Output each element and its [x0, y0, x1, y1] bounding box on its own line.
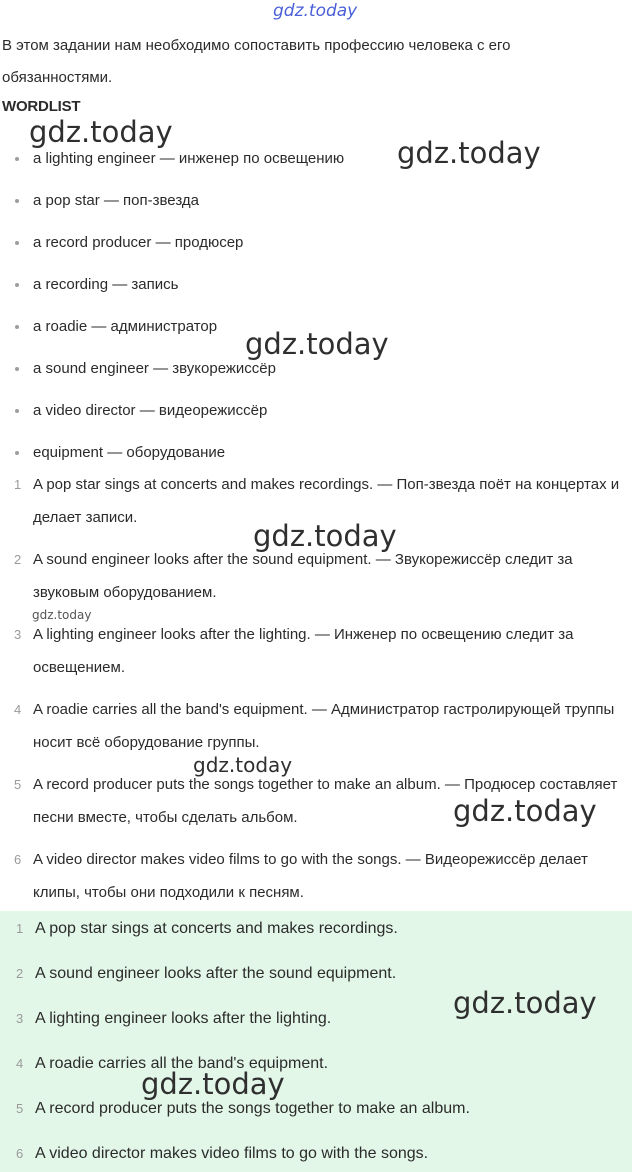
item-number: 4: [16, 1056, 24, 1071]
wordlist-item: a sound engineer — звукорежиссёр: [0, 350, 344, 392]
wordlist-item: a roadie — администратор: [0, 308, 344, 350]
wordlist-item: a video director — видеорежиссёр: [0, 392, 344, 434]
bullet-icon: [15, 325, 19, 329]
item-number: 2: [14, 552, 22, 567]
answer-item: 2 A sound engineer looks after the sound equipment.: [0, 958, 632, 1003]
watermark-top: gdz.today: [273, 1, 358, 21]
wordlist-heading: WORDLIST: [2, 98, 81, 115]
bullet-icon: [15, 241, 19, 245]
translation-item: 5 A record producer puts the songs together to make an album. — Продюсер составляет песни вместе, чтобы сделать альбом.: [0, 768, 632, 843]
watermark: gdz.today: [32, 608, 92, 622]
watermark: gdz.today: [193, 753, 293, 777]
item-number: 4: [14, 702, 22, 717]
answer-item: 3 A lighting engineer looks after the lighting.: [0, 1003, 632, 1048]
answer-item: 5 A record producer puts the songs together to make an album.: [0, 1093, 632, 1138]
item-number: 3: [14, 627, 22, 642]
wordlist: [0, 140, 344, 476]
wordlist-item: a lighting engineer — инженер по освещению: [0, 140, 344, 182]
translation-item: 3 A lighting engineer looks after the lighting. — Инженер по освещению следит за освещением.: [0, 618, 632, 693]
bullet-icon: [15, 409, 19, 413]
translation-item: 4 A roadie carries all the band's equipment. — Администратор гастролирующей труппы носит всё оборудование группы.: [0, 693, 632, 768]
watermark: gdz.today: [245, 327, 389, 361]
item-number: 5: [16, 1101, 24, 1116]
wordlist-item: a pop star — поп-звезда: [0, 182, 344, 224]
item-number: 1: [14, 477, 22, 492]
translation-item: 2 A sound engineer looks after the sound equipment. — Звукорежиссёр следит за звуковым оборудованием.: [0, 543, 632, 618]
answer-item: 6 A video director makes video films to go with the songs.: [0, 1138, 632, 1172]
watermark: gdz.today: [141, 1067, 285, 1101]
answer-item: 1 A pop star sings at concerts and makes recordings.: [0, 913, 632, 958]
bullet-icon: [15, 157, 19, 161]
wordlist-item: equipment — оборудование: [0, 434, 344, 476]
watermark: gdz.today: [397, 136, 541, 170]
item-number: 6: [14, 852, 22, 867]
item-number: 3: [16, 1011, 24, 1026]
translation-item: 6 A video director makes video films to go with the songs. — Видеорежиссёр делает клипы, чтобы они подходили к песням.: [0, 843, 632, 918]
answer-box: [0, 911, 632, 1172]
answer-item: 4 A roadie carries all the band's equipment.: [0, 1048, 632, 1093]
watermark: gdz.today: [29, 115, 173, 149]
bullet-icon: [15, 199, 19, 203]
item-number: 1: [16, 921, 24, 936]
bullet-icon: [15, 283, 19, 287]
translation-item: 1 A pop star sings at concerts and makes recordings. — Поп-звезда поёт на концертах и делает записи.: [0, 468, 632, 543]
item-number: 6: [16, 1146, 24, 1161]
watermark: gdz.today: [453, 986, 597, 1020]
answer-list: [0, 911, 632, 1172]
bullet-icon: [15, 451, 19, 455]
wordlist-item: a record producer — продюсер: [0, 224, 344, 266]
bullet-icon: [15, 367, 19, 371]
intro-text: В этом задании нам необходимо сопоставить профессию человека с его обязанностями.: [2, 37, 511, 86]
item-number: 2: [16, 966, 24, 981]
item-number: 5: [14, 777, 22, 792]
wordlist-item: a recording — запись: [0, 266, 344, 308]
watermark: gdz.today: [253, 519, 397, 553]
watermark: gdz.today: [453, 794, 597, 828]
